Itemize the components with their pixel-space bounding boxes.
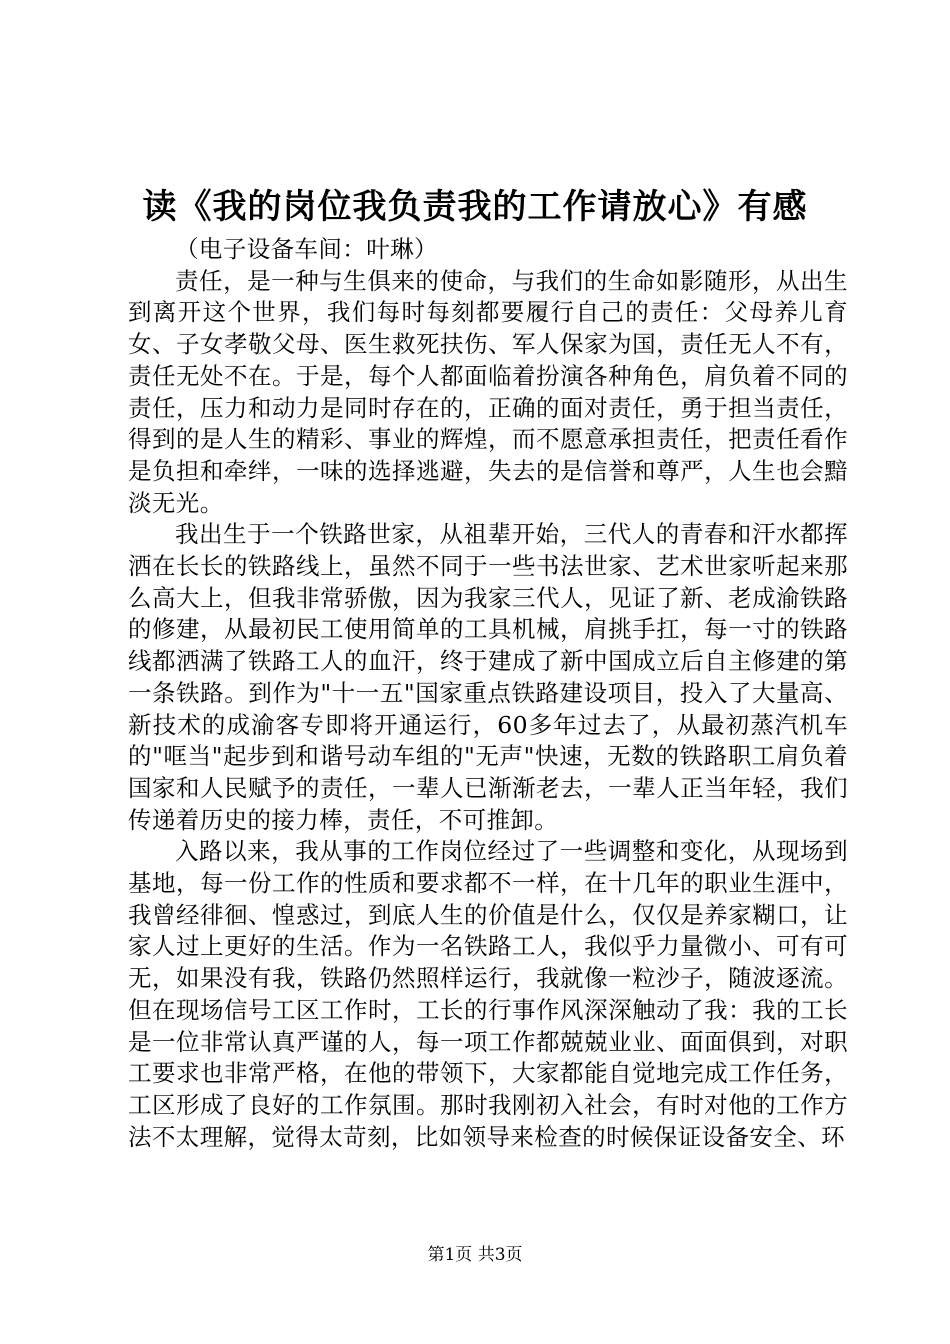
document-title: 读《我的岗位我负责我的工作请放心》有感 <box>142 187 808 227</box>
document-body <box>128 234 848 1153</box>
page-footer: 第1页 共3页 <box>427 1245 523 1265</box>
paragraph-2: 我出生于一个铁路世家，从祖辈开始，三代人的青春和汗水都挥洒在长长的铁路线上，虽然不同于一些书法世家、艺术世家听起来那么高大上，但我非常骄傲，因为我家三代人，见证了新、老成渝铁路的修建，从最初民工使用简单的工具机械，肩挑手扛，每一寸的铁路线都洒满了铁路工人的血汗，终于建成了新中国成立后自主修建的第一条铁路。到作为"十一五"国家重点铁路建设项目，投入了大量高、新技术的成渝客专即将开通运行，60多年过去了，从最初蒸汽机车的"哐当"起步到和谐号动车组的"无声"快速，无数的铁路职工肩负着国家和人民赋予的责任，一辈人已渐渐老去，一辈人正当年轻，我们传递着历史的接力棒，责任，不可推卸。 <box>128 520 848 834</box>
byline: （电子设备车间：叶琳） <box>175 235 438 263</box>
paragraph-1: 责任，是一种与生俱来的使命，与我们的生命如影随形，从出生到离开这个世界，我们每时每刻都要履行自己的责任：父母养儿育女、子女孝敬父母、医生救死扶伤、军人保家为国，责任无人不有，责任无处不在。于是，每个人都面临着扮演各种角色，肩负着不同的责任，压力和动力是同时存在的，正确的面对责任，勇于担当责任，得到的是人生的精彩、事业的辉煌，而不愿意承担责任，把责任看作是负担和牵绊，一味的选择逃避，失去的是信誉和尊严，人生也会黯淡无光。 <box>128 266 848 517</box>
paragraph-3: 入路以来，我从事的工作岗位经过了一些调整和变化，从现场到基地，每一份工作的性质和要求都不一样，在十几年的职业生涯中，我曾经徘徊、惶惑过，到底人生的价值是什么，仅仅是养家糊口，让家人过上更好的生活。作为一名铁路工人，我似乎力量微小、可有可无，如果没有我，铁路仍然照样运行，我就像一粒沙子，随波逐流。但在现场信号工区工作时，工长的行事作风深深触动了我：我的工长是一位非常认真严谨的人，每一项工作都兢兢业业、面面俱到，对职工要求也非常严格，在他的带领下，大家都能自觉地完成工作任务，工区形成了良好的工作氛围。那时我刚初入社会，有时对他的工作方法不太理解，觉得太苛刻，比如领导来检查的时候保证设备安全、环 <box>128 837 848 1151</box>
